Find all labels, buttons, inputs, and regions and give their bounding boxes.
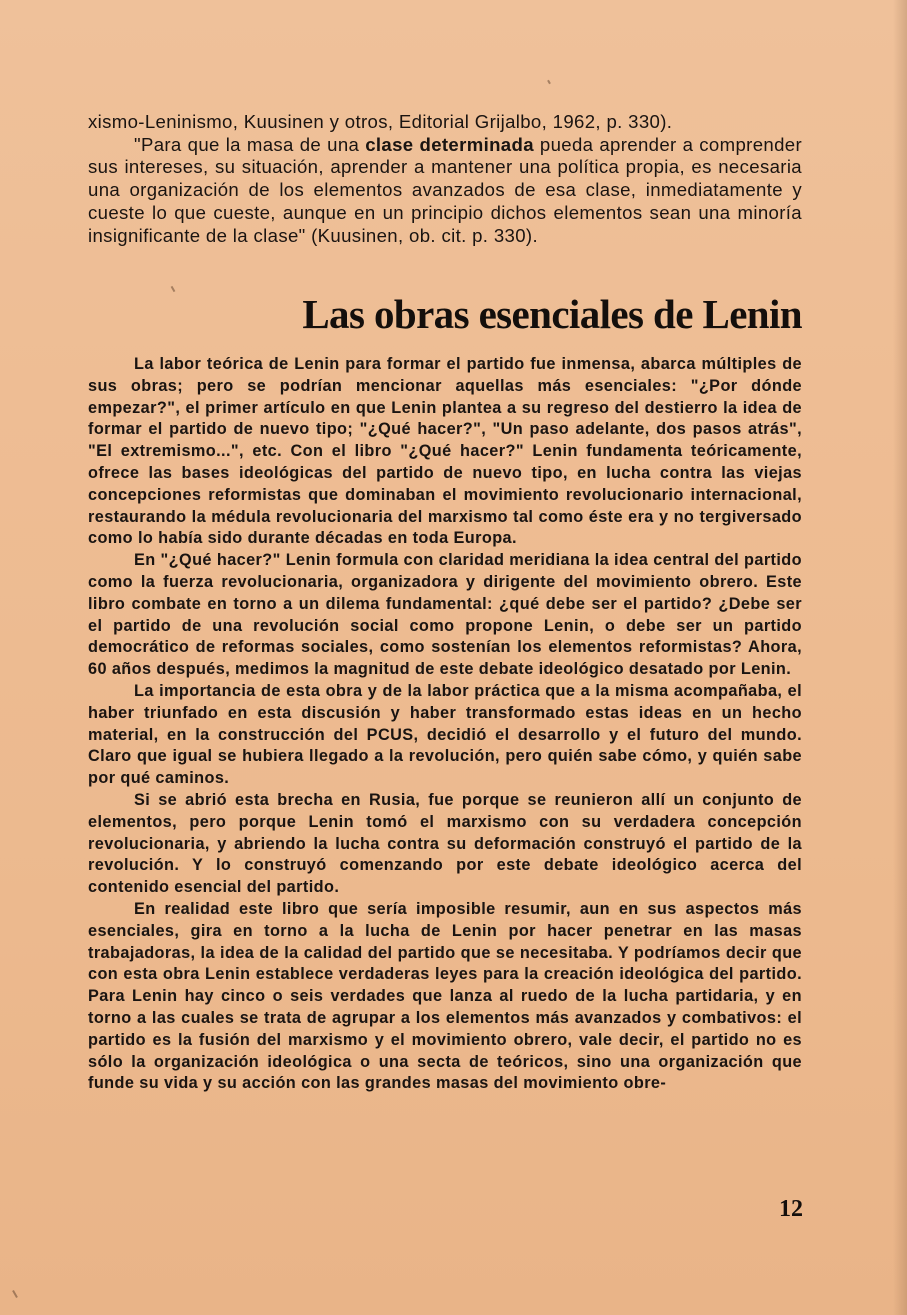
paper-speck xyxy=(12,1290,18,1298)
body-paragraph: La labor teórica de Lenin para formar el partido fue inmensa, abarca múltiples de sus obras; pero se podrían mencionar aquellas más esenciales: "¿Por dónde empezar?", el primer artículo en que Lenin plantea a su regreso del destierro la idea de formar el partido de nuevo tipo; "¿Qué hacer?", "Un paso adelante, dos pasos atrás", "El extremismo...", etc. Con el libro "¿Qué hacer?" Lenin fundamenta teóricamente, ofrece las bases ideológicas del partido de nuevo tipo, en lucha contra las viejas concepciones reformistas que dominaban el movimiento revolucionario internacional, restaurando la médula revolucionaria del marxismo tal como éste era y no tergiversado como lo había sido durante décadas en toda Europa. xyxy=(88,355,802,548)
section-body xyxy=(88,354,802,1095)
body-paragraph: En "¿Qué hacer?" Lenin formula con claridad meridiana la idea central del partido como la fuerza revolucionaria, organizadora y dirigente del movimiento obrero. Este libro combate en torno a un dilema fundamental: ¿qué debe ser el partido? ¿Debe ser el partido de una revolución social como propone Lenin, o debe ser un partido democrático de reformas sociales, como sostenían los elementos reformistas? Ahora, 60 años después, medimos la magnitud de este debate ideológico desatado por Lenin. xyxy=(88,551,802,679)
intro-quote xyxy=(88,134,802,248)
intro-quote-start: "Para que la masa de una xyxy=(134,133,366,155)
intro-text-block xyxy=(88,111,802,247)
intro-quote-end: pueda aprender a comprender sus intereses, su situación, aprender a mantener una política propia, es necesaria una organización de los elementos avanzados de esa clase, inmediatamente y cueste lo que cueste, aunque en un principio dichos elementos sean una minoría insignificante de la clase" (Kuusinen, ob. cit. p. 330). xyxy=(88,133,802,246)
section-heading: Las obras esenciales de Lenin xyxy=(302,291,802,337)
body-paragraph: En realidad este libro que sería imposible resumir, aun en sus aspectos más esenciales, gira en torno a la lucha de Lenin por hacer penetrar en las masas trabajadoras, la idea de la calidad del partido que se necesitaba. Y podríamos decir que con esta obra Lenin establece verdaderas leyes para la creación ideológica del partido. Para Lenin hay cinco o seis verdades que lanza al ruedo de la lucha partidaria, y en torno a las cuales se trata de agrupar a los elementos más avanzados y combativos: el partido es la fusión del marxismo y el movimiento obrero, vale decir, el partido no es sólo la organización ideológica o una secta de teóricos, sino una organización que funde su vida y su acción con las grandes masas del movimiento obre- xyxy=(88,899,802,1093)
body-paragraph: Si se abrió esta brecha en Rusia, fue porque se reunieron allí un conjunto de elementos, pero porque Lenin tomó el marxismo con su verdadera concepción revolucionaria, y abriendo la lucha contra su deformación construyó el partido de la revolución. Y lo construyó comenzando por este debate ideológico acerca del contenido esencial del partido. xyxy=(88,790,802,897)
intro-quote-emphasis: clase determinada xyxy=(365,133,534,155)
page-number: 12 xyxy=(779,1196,803,1222)
body-paragraph: La importancia de esta obra y de la labor práctica que a la misma acompañaba, el haber triunfado en esta discusión y haber transformado estas ideas en un hecho material, en la construcción del PCUS, decidió el desarrollo y el futuro del mundo. Claro que igual se hubiera llegado a la revolución, pero quién sabe cómo, y quién sabe por qué caminos. xyxy=(88,681,802,788)
intro-carryover-line: xismo-Leninismo, Kuusinen y otros, Editorial Grijalbo, 1962, p. 330). xyxy=(88,111,673,132)
paper-speck xyxy=(547,80,551,84)
